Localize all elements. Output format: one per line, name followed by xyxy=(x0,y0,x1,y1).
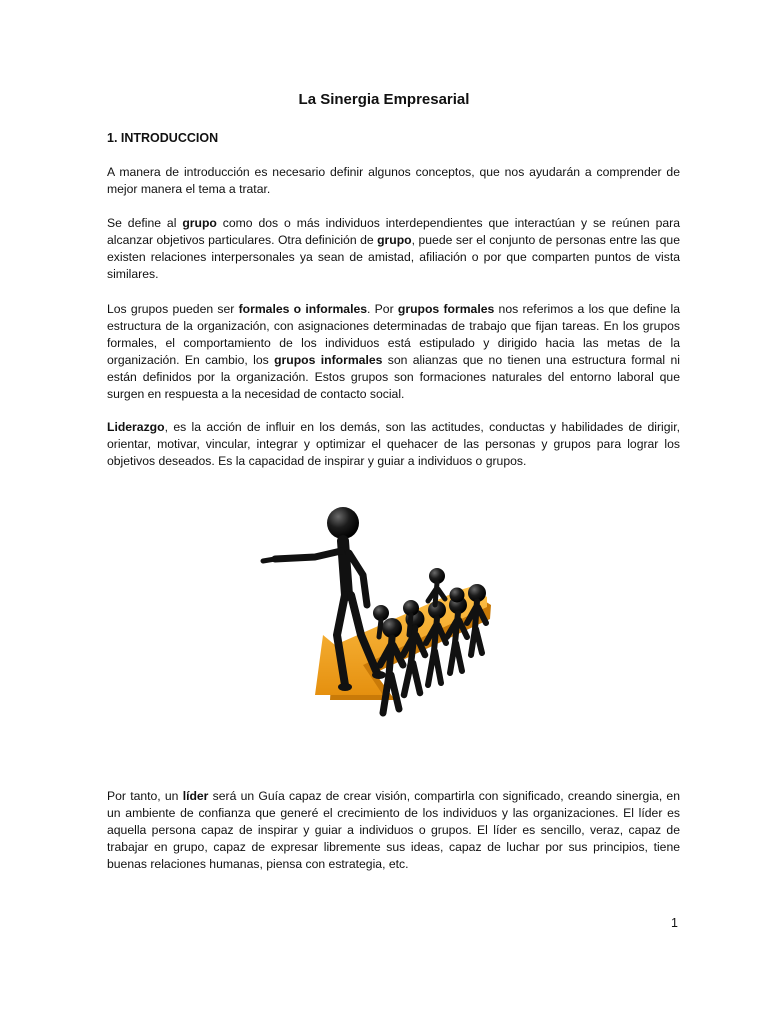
text-segment: Los grupos pueden ser xyxy=(107,302,239,316)
text-segment: . Por xyxy=(367,302,398,316)
bold-term: grupos informales xyxy=(274,353,383,367)
text-segment: Se define al xyxy=(107,216,183,230)
paragraph-grupos-formales xyxy=(107,301,680,403)
paragraph-introduction xyxy=(107,164,680,198)
text-segment: A manera de introducción es necesario definir algunos conceptos, que nos ayudarán a comprender de mejor manera el tema a tratar. xyxy=(107,165,680,196)
section-heading: 1. INTRODUCCION xyxy=(107,131,219,145)
text-segment: , puede ser el conjunto de personas entre las que existen relaciones interpersonales ya sean de amistad, afiliación o por que comparten puntos de vista similares. xyxy=(107,233,680,281)
leadership-illustration xyxy=(255,495,535,760)
bold-term: líder xyxy=(182,789,209,803)
text-segment: son alianzas que no tienen una estructura formal ni están definidos por la organización. Estos grupos son formaciones naturales del entorno laboral que surgen en respuesta a la necesidad de contacto social. xyxy=(107,353,680,401)
bold-term: Liderazgo xyxy=(107,420,165,434)
bold-term: grupos formales xyxy=(397,302,495,316)
bold-term: grupo xyxy=(182,216,217,230)
page-number: 1 xyxy=(671,916,678,930)
paragraph-grupo-definition xyxy=(107,215,680,283)
document-title: La Sinergia Empresarial xyxy=(298,91,470,108)
text-segment: Por tanto, un xyxy=(107,789,183,803)
follower-figures xyxy=(373,568,486,713)
text-segment: será un Guía capaz de crear visión, compartirla con significado, creando sinergia, en un ambiente de confianza que generé el crecimiento de los individuos y las organizaciones. El líder es aquella persona capaz de inspirar y guiar a individuos o grupos. El líder es sencillo, veraz, capaz de trabajar en grupo, capaz de expresar libremente sus ideas, capaz de luchar por sus principios, tiene buenas relaciones humanas, piensa con estrategia, etc. xyxy=(107,789,680,871)
bold-term: formales o informales xyxy=(238,302,368,316)
text-segment: como dos o más individuos interdependientes que interactúan y se reúnen para alcanzar objetivos particulares. Otra definición de xyxy=(107,216,680,247)
text-segment: nos referimos a los que define la estructura de la organización, con asignaciones determinadas de trabajo que fijan tareas. En los grupos formales, el comportamiento de los individuos está estipulado y dirigido hacia las metas de la organización. En cambio, los xyxy=(107,302,680,367)
bold-term: grupo xyxy=(377,233,412,247)
paragraph-liderazgo xyxy=(107,419,680,470)
text-segment: , es la acción de influir en los demás, son las actitudes, conductas y habilidades de dirigir, orientar, motivar, vincular, integrar y optimizar el quehacer de las personas y grupos para lograr los objetivos deseados. Es la capacidad de inspirar y guiar a individuos o grupos. xyxy=(107,420,680,468)
paragraph-lider xyxy=(107,788,680,873)
